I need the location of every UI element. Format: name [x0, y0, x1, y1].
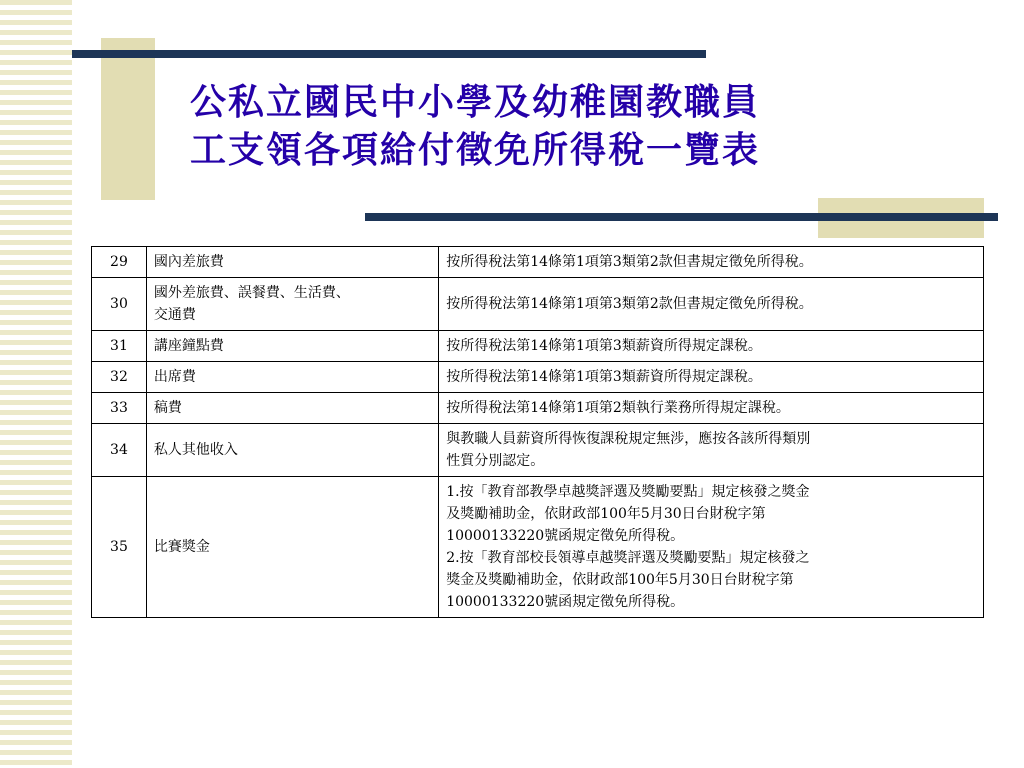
row-number: 30 — [92, 278, 147, 331]
payment-item-line: 國內差旅費 — [153, 254, 224, 270]
tax-rule-line: 10000133220號函規定徵免所得稅。 — [446, 594, 685, 610]
tax-table — [91, 246, 984, 618]
decorative-stripes — [0, 0, 72, 768]
payment-item-line: 私人其他收入 — [153, 442, 238, 458]
tax-rule — [439, 247, 984, 278]
payment-item — [146, 477, 438, 618]
tax-rule-line: 按所得稅法第14條第1項第3類薪資所得規定課稅。 — [446, 369, 762, 385]
decorative-bar-bottom — [365, 213, 998, 221]
slide-title-line-1: 公私立國民中小學及幼稚園教職員 — [190, 81, 761, 123]
row-number: 35 — [92, 477, 147, 618]
tax-rule-line: 按所得稅法第14條第1項第3類第2款但書規定徵免所得稅。 — [446, 254, 813, 270]
tax-rule-line: 按所得稅法第14條第1項第3類第2款但書規定徵免所得稅。 — [446, 296, 813, 312]
row-number: 34 — [92, 424, 147, 477]
payment-item — [146, 247, 438, 278]
tax-rule-line: 及獎勵補助金，依財政部100年5月30日台財稅字第 — [446, 506, 766, 522]
tax-rule-line: 按所得稅法第14條第1項第2類執行業務所得規定課稅。 — [446, 400, 790, 416]
tax-rule-line: 性質分別認定。 — [446, 453, 545, 469]
tax-rule-line: 10000133220號函規定徵免所得稅。 — [446, 528, 685, 544]
payment-item-line: 出席費 — [153, 369, 196, 385]
payment-item-line: 國外差旅費、誤餐費、生活費、 — [153, 285, 350, 301]
row-number: 29 — [92, 247, 147, 278]
payment-item — [146, 393, 438, 424]
tax-rule — [439, 424, 984, 477]
tax-rule-line: 2.按「教育部校長領導卓越獎評選及獎勵要點」規定核發之 — [446, 550, 810, 566]
payment-item-line: 交通費 — [153, 307, 196, 323]
tax-table-body — [92, 247, 984, 618]
table-row — [92, 362, 984, 393]
payment-item-line: 講座鐘點費 — [153, 338, 224, 354]
tax-rule — [439, 477, 984, 618]
payment-item — [146, 424, 438, 477]
row-number: 33 — [92, 393, 147, 424]
table-row — [92, 393, 984, 424]
tax-rule — [439, 362, 984, 393]
tax-rule — [439, 278, 984, 331]
slide-title — [190, 78, 760, 174]
tax-rule-line: 與教職人員薪資所得恢復課稅規定無涉，應按各該所得類別 — [446, 431, 811, 447]
tax-rule-line: 獎金及獎勵補助金，依財政部100年5月30日台財稅字第 — [446, 572, 794, 588]
row-number: 31 — [92, 331, 147, 362]
tax-rule — [439, 331, 984, 362]
tax-rule — [439, 393, 984, 424]
table-row — [92, 424, 984, 477]
tax-rule-line: 1.按「教育部教學卓越獎評選及獎勵要點」規定核發之獎金 — [446, 484, 810, 500]
decorative-bar-top — [72, 50, 706, 58]
payment-item — [146, 331, 438, 362]
payment-item — [146, 278, 438, 331]
table-row — [92, 331, 984, 362]
decorative-block-left — [101, 38, 155, 200]
payment-item-line: 比賽獎金 — [153, 539, 210, 555]
slide-title-line-2: 工支領各項給付徵免所得稅一覽表 — [190, 129, 761, 171]
tax-rule-line: 按所得稅法第14條第1項第3類薪資所得規定課稅。 — [446, 338, 762, 354]
table-row — [92, 247, 984, 278]
row-number: 32 — [92, 362, 147, 393]
table-row — [92, 477, 984, 618]
payment-item-line: 稿費 — [153, 400, 182, 416]
payment-item — [146, 362, 438, 393]
table-row — [92, 278, 984, 331]
